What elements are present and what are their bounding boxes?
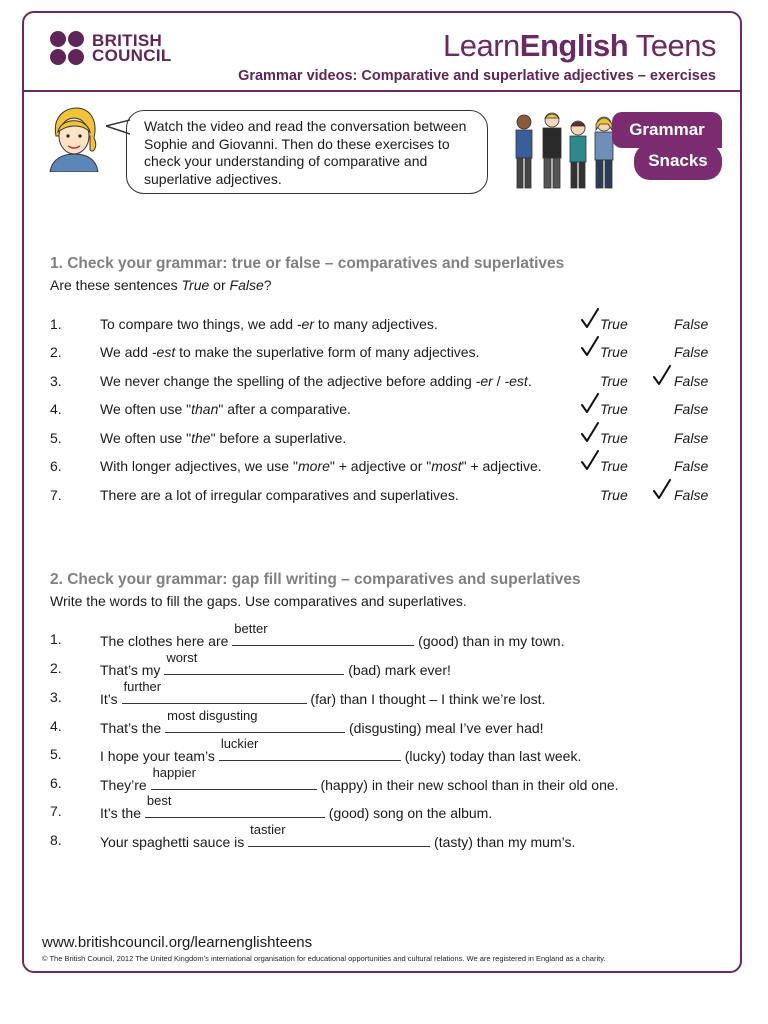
brand-learn: Learn <box>442 28 520 63</box>
tf-item <box>0 373 768 393</box>
tf-item <box>0 487 768 507</box>
checkmark-icon <box>580 393 600 415</box>
tf-item <box>0 430 768 450</box>
learnenglish-teens-wordmark <box>443 28 716 64</box>
answer-blank[interactable] <box>248 822 430 847</box>
sentence-start: It’s the <box>100 805 145 821</box>
item-number: 6. <box>50 775 62 791</box>
answer-text: best <box>146 793 172 808</box>
item-number: 7. <box>50 803 62 819</box>
section1-instruction: Are these sentences True or False? <box>50 277 272 293</box>
section2-heading: 2. Check your grammar: gap fill writing – comparatives and superlatives <box>50 571 581 588</box>
sophie-avatar-icon <box>46 106 102 172</box>
answer-blank[interactable] <box>165 708 345 733</box>
checkmark-icon <box>580 336 600 358</box>
tf-item <box>0 344 768 364</box>
brand-teens: Teens <box>628 28 716 63</box>
checkmark-icon <box>652 479 672 501</box>
section1-heading: 1. Check your grammar: true or false – comparatives and superlatives <box>50 255 565 272</box>
false-option[interactable]: False <box>674 344 709 360</box>
item-number: 1. <box>50 631 62 647</box>
sentence-start: That’s my <box>100 662 165 678</box>
false-option[interactable]: False <box>674 316 709 332</box>
sentence-start: Your spaghetti sauce is <box>100 834 249 850</box>
gap-item <box>0 621 768 653</box>
item-statement: We never change the spelling of the adjective before adding -er / -est. <box>100 373 532 389</box>
header-divider <box>24 90 740 92</box>
footer-url[interactable]: www.britishcouncil.org/learnenglishteens <box>42 934 313 951</box>
item-statement: With longer adjectives, we use "more" + adjective or "most" + adjective. <box>100 458 542 474</box>
students-illustration <box>508 108 624 194</box>
sentence-start: It’s <box>100 691 122 707</box>
true-option[interactable]: True <box>600 487 628 503</box>
answer-blank[interactable] <box>219 736 401 761</box>
true-option[interactable]: True <box>600 344 628 360</box>
badge-grammar: Grammar <box>612 112 722 148</box>
gap-item <box>0 822 768 854</box>
item-number: 6. <box>50 458 62 474</box>
item-statement: We often use "than" after a comparative. <box>100 401 351 417</box>
item-statement: There are a lot of irregular comparatives and superlatives. <box>100 487 459 503</box>
false-option[interactable]: False <box>674 458 709 474</box>
item-number: 4. <box>50 401 62 417</box>
logo-line1: BRITISH <box>92 31 163 50</box>
british-council-logo <box>50 31 190 67</box>
badge-snacks: Snacks <box>634 144 722 180</box>
sentence-end: (disgusting) meal I’ve ever had! <box>345 720 544 736</box>
answer-text: worst <box>166 650 198 665</box>
tf-item <box>0 458 768 478</box>
answer-text: luckier <box>220 736 259 751</box>
item-number: 4. <box>50 718 62 734</box>
checkmark-icon <box>580 308 600 330</box>
item-number: 2. <box>50 660 62 676</box>
answer-blank[interactable] <box>164 650 344 675</box>
item-number: 3. <box>50 373 62 389</box>
sentence-start: That’s the <box>100 720 166 736</box>
item-number: 5. <box>50 746 62 762</box>
true-option[interactable]: True <box>600 458 628 474</box>
gap-item <box>0 736 768 768</box>
item-number: 1. <box>50 316 62 332</box>
sentence-end: (far) than I thought – I think we’re lost. <box>306 691 546 707</box>
logo-line2: COUNCIL <box>92 46 172 65</box>
answer-blank[interactable] <box>232 621 414 646</box>
gap-item <box>0 765 768 797</box>
answer-blank[interactable] <box>122 679 307 704</box>
item-number: 2. <box>50 344 62 360</box>
sentence-start: I hope your team’s <box>100 748 219 764</box>
sentence-start: The clothes here are <box>100 633 233 649</box>
sentence-start: They’re <box>100 777 151 793</box>
item-number: 3. <box>50 689 62 705</box>
gap-item <box>0 650 768 682</box>
answer-text: happier <box>152 765 196 780</box>
document-title: Grammar videos: Comparative and superlative adjectives – exercises <box>238 68 716 84</box>
section2-instruction: Write the words to fill the gaps. Use comparatives and superlatives. <box>50 593 467 609</box>
grammar-snacks-badge <box>612 112 722 180</box>
false-option[interactable]: False <box>674 373 709 389</box>
gap-item <box>0 793 768 825</box>
sentence-end: (happy) in their new school than in their old one. <box>316 777 619 793</box>
tf-item <box>0 401 768 421</box>
logo-dots-icon <box>50 31 86 67</box>
gap-item <box>0 679 768 711</box>
true-option[interactable]: True <box>600 401 628 417</box>
answer-blank[interactable] <box>151 765 317 790</box>
logo-text <box>92 33 172 63</box>
true-option[interactable]: True <box>600 373 628 389</box>
sentence-end: (bad) mark ever! <box>344 662 451 678</box>
sentence-end: (good) song on the album. <box>324 805 493 821</box>
item-statement: We often use "the" before a superlative. <box>100 430 347 446</box>
checkmark-icon <box>580 422 600 444</box>
checkmark-icon <box>580 450 600 472</box>
false-option[interactable]: False <box>674 401 709 417</box>
checkmark-icon <box>652 365 672 387</box>
answer-text: tastier <box>250 822 286 837</box>
answer-blank[interactable] <box>145 793 325 818</box>
tf-item <box>0 316 768 336</box>
answer-text: further <box>123 679 162 694</box>
sentence-end: (good) than in my town. <box>414 633 565 649</box>
sentence-end: (tasty) than my mum’s. <box>430 834 576 850</box>
item-statement: To compare two things, we add -er to many adjectives. <box>100 316 438 332</box>
false-option[interactable]: False <box>674 487 709 503</box>
true-option[interactable]: True <box>600 316 628 332</box>
footer-copyright: © The British Council, 2012 The United Kingdom’s international organisation for educational opportunities and cultural relations. We are registered in England as a charity. <box>42 954 606 963</box>
true-option[interactable]: True <box>600 430 628 446</box>
answer-text: better <box>234 621 268 636</box>
answer-text: most disgusting <box>167 708 258 723</box>
item-statement: We add -est to make the superlative form of many adjectives. <box>100 344 480 360</box>
gap-item <box>0 708 768 740</box>
false-option[interactable]: False <box>674 430 709 446</box>
item-number: 7. <box>50 487 62 503</box>
sentence-end: (lucky) today than last week. <box>400 748 582 764</box>
item-number: 5. <box>50 430 62 446</box>
brand-english: English <box>519 28 629 63</box>
item-number: 8. <box>50 832 62 848</box>
intro-instructions: Watch the video and read the conversation between Sophie and Giovanni. Then do these exercises to check your understanding of comparative and superlative adjectives. <box>144 118 467 187</box>
